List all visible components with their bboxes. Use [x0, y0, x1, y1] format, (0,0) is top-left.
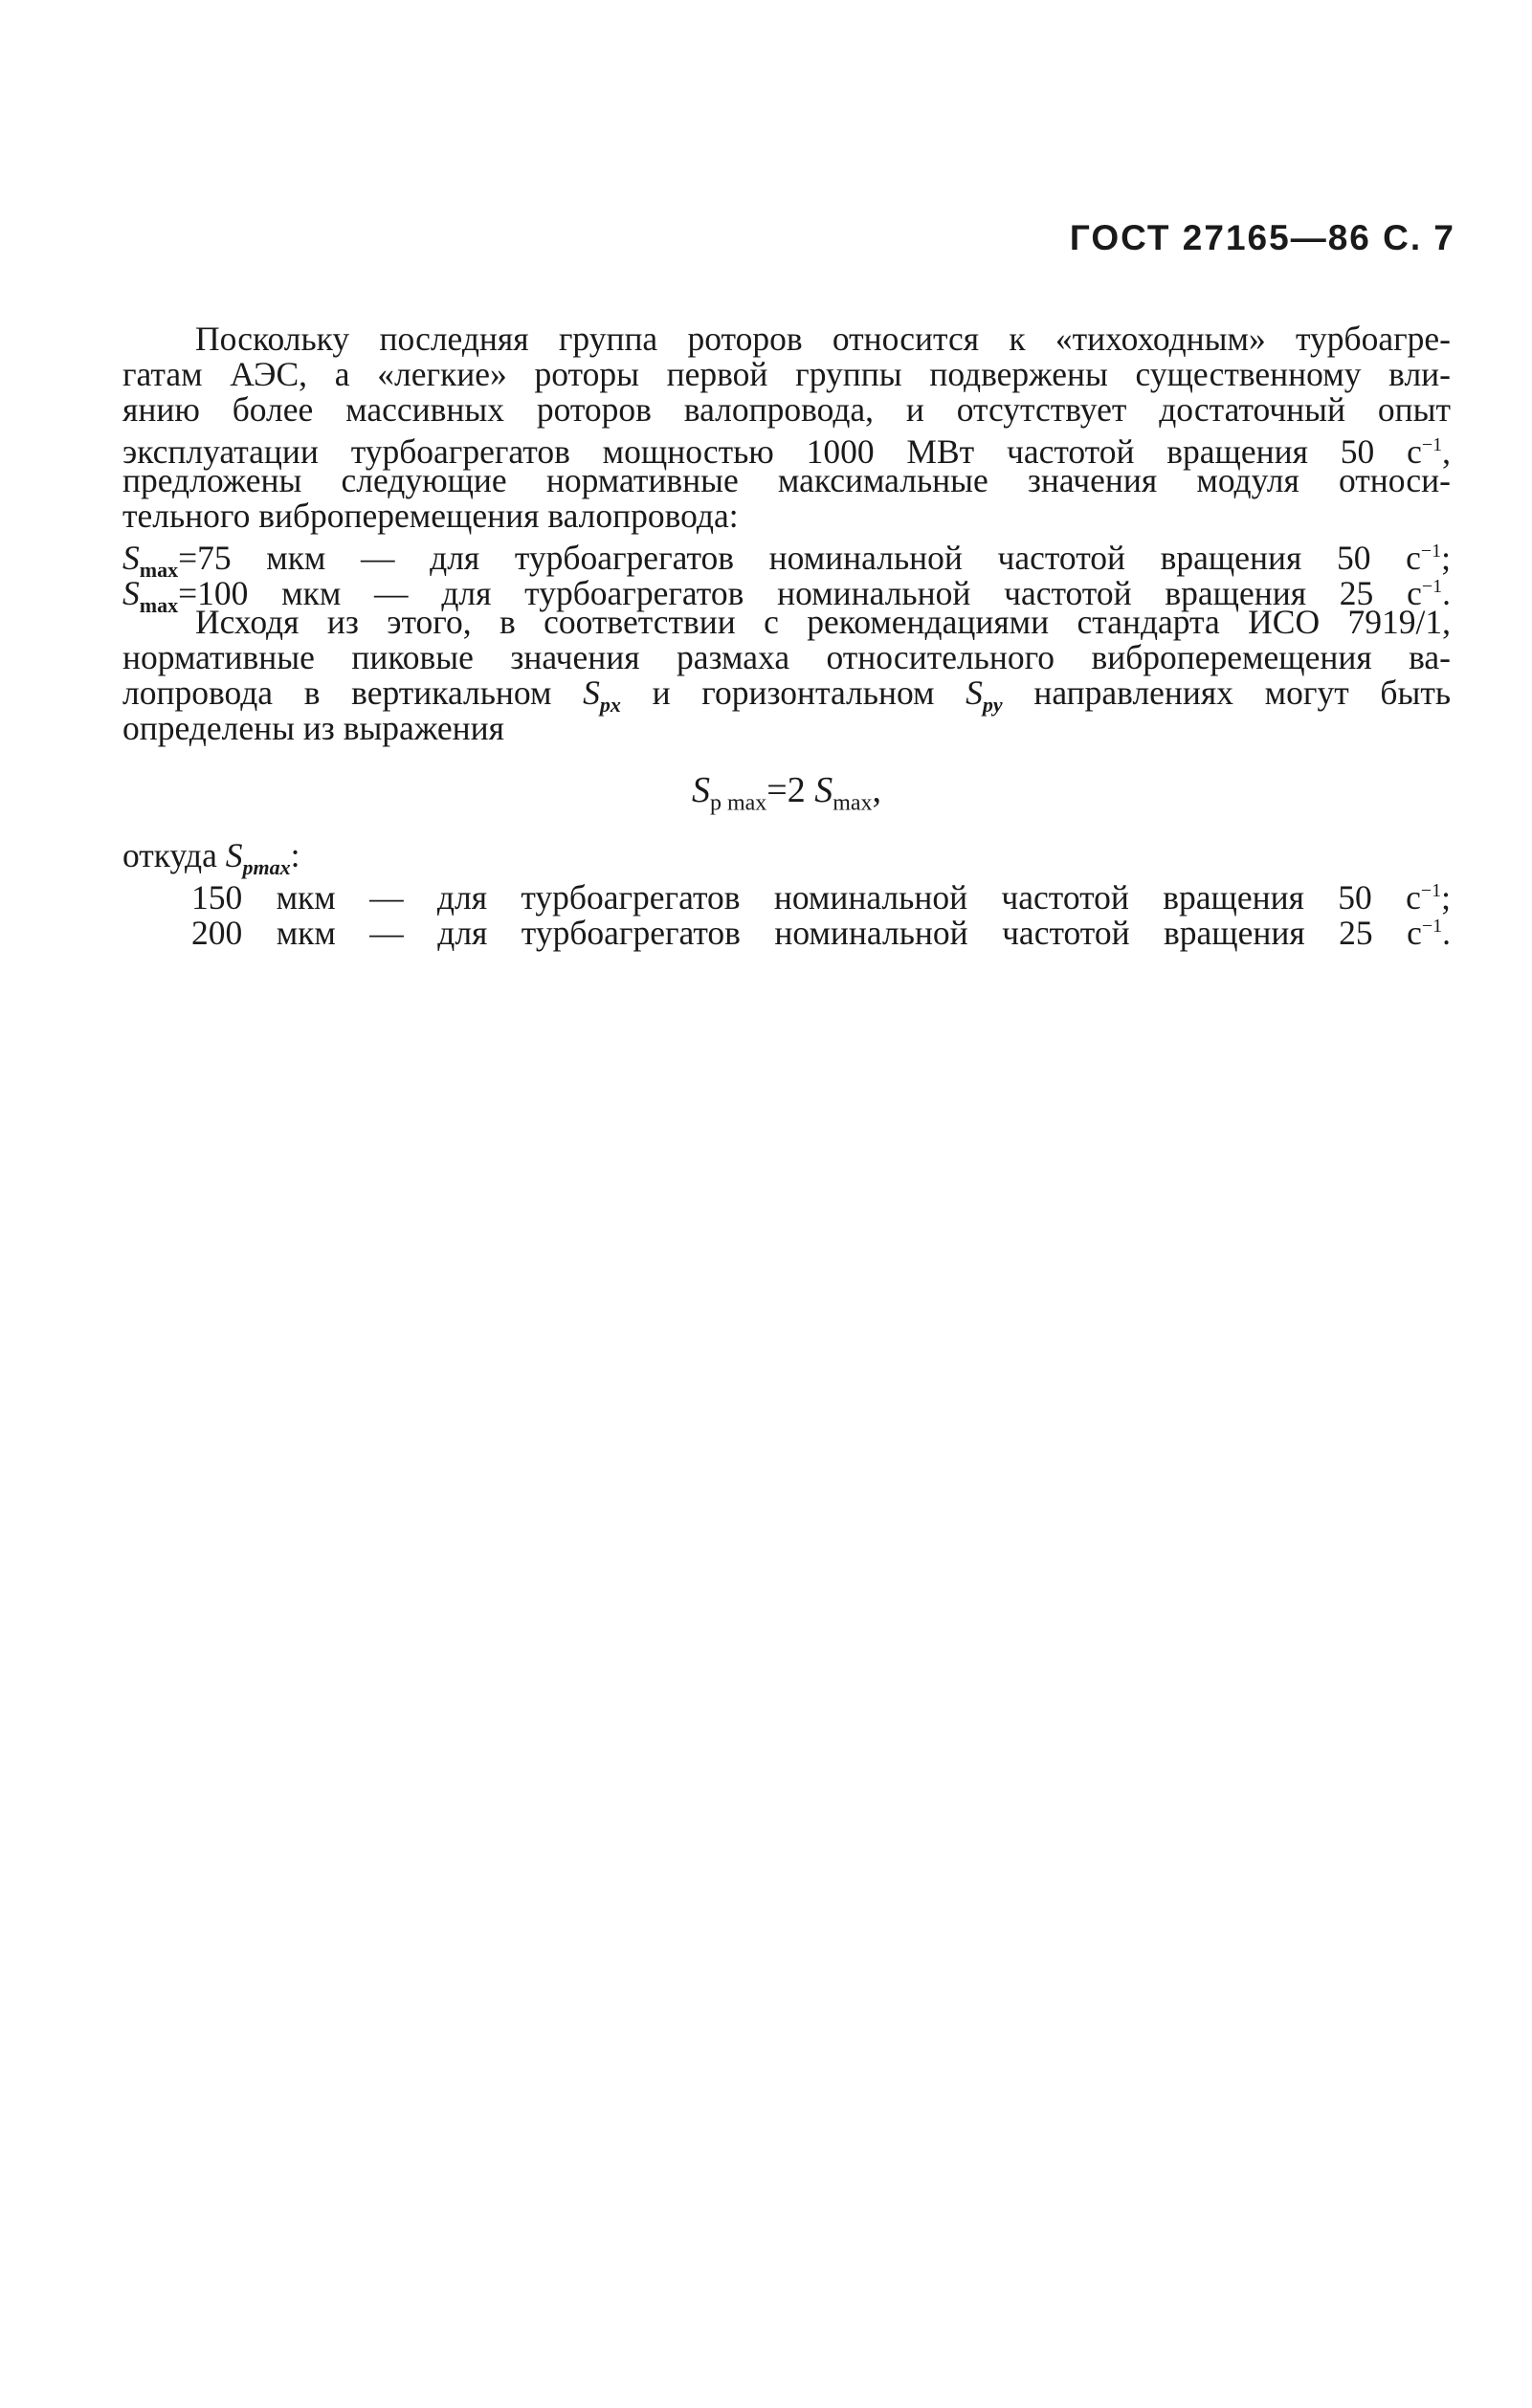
- text-line: эксплуатации турбоагрегатов мощностью 1000 МВт частотой вращения 50 $с^{-1}$,: [122, 431, 1451, 471]
- result-line-200: 200 мкм — для турбоагрегатов номинальной частотой вращения 25 $с^{-1}$.: [191, 913, 1451, 952]
- text-line: янию более массивных роторов валопровода, и отсутствует достаточный опыт: [122, 390, 1451, 429]
- text-line: определены из выражения: [122, 709, 504, 747]
- text-line: лопровода в вертикальном $S_{px}$ и горизонтальном $S_{py}$ направлениях могут быть: [122, 674, 1452, 718]
- document-body: [122, 320, 1452, 952]
- limit-line-75: $S_{max}=75$ мкм — для турбоагрегатов номинальной частотой вращения 50 $с^{-1}$;: [122, 538, 1451, 582]
- text-line: Поскольку последняя группа роторов относится к «тихоходным» турбоагре-: [195, 320, 1451, 358]
- text-line: предложены следующие нормативные максимальные значения модуля относи-: [122, 461, 1451, 499]
- text-line: гатам АЭС, а «легкие» роторы первой группы подвержены существенному вли-: [122, 355, 1451, 393]
- result-line-150: 150 мкм — для турбоагрегатов номинальной частотой вращения 50 $с^{-1}$;: [191, 877, 1451, 917]
- limit-line-100: $S_{max}=100$ мкм — для турбоагрегатов номинальной частотой вращения 25 $с^{-1}$.: [122, 573, 1451, 617]
- text-line: нормативные пиковые значения размаха относительного виброперемещения ва-: [122, 638, 1451, 676]
- formula: $S_{p max}=2$ $S_{max}$,: [691, 770, 882, 816]
- text-line: Исходя из этого, в соответствии с рекомендациями стандарта ИСО 7919/1,: [195, 603, 1451, 641]
- text-line: тельного виброперемещения валопровода:: [122, 497, 739, 535]
- page-header: ГОСТ 27165—86 С. 7: [1069, 218, 1455, 257]
- result-intro: откуда $S_{pmax}$:: [122, 836, 300, 880]
